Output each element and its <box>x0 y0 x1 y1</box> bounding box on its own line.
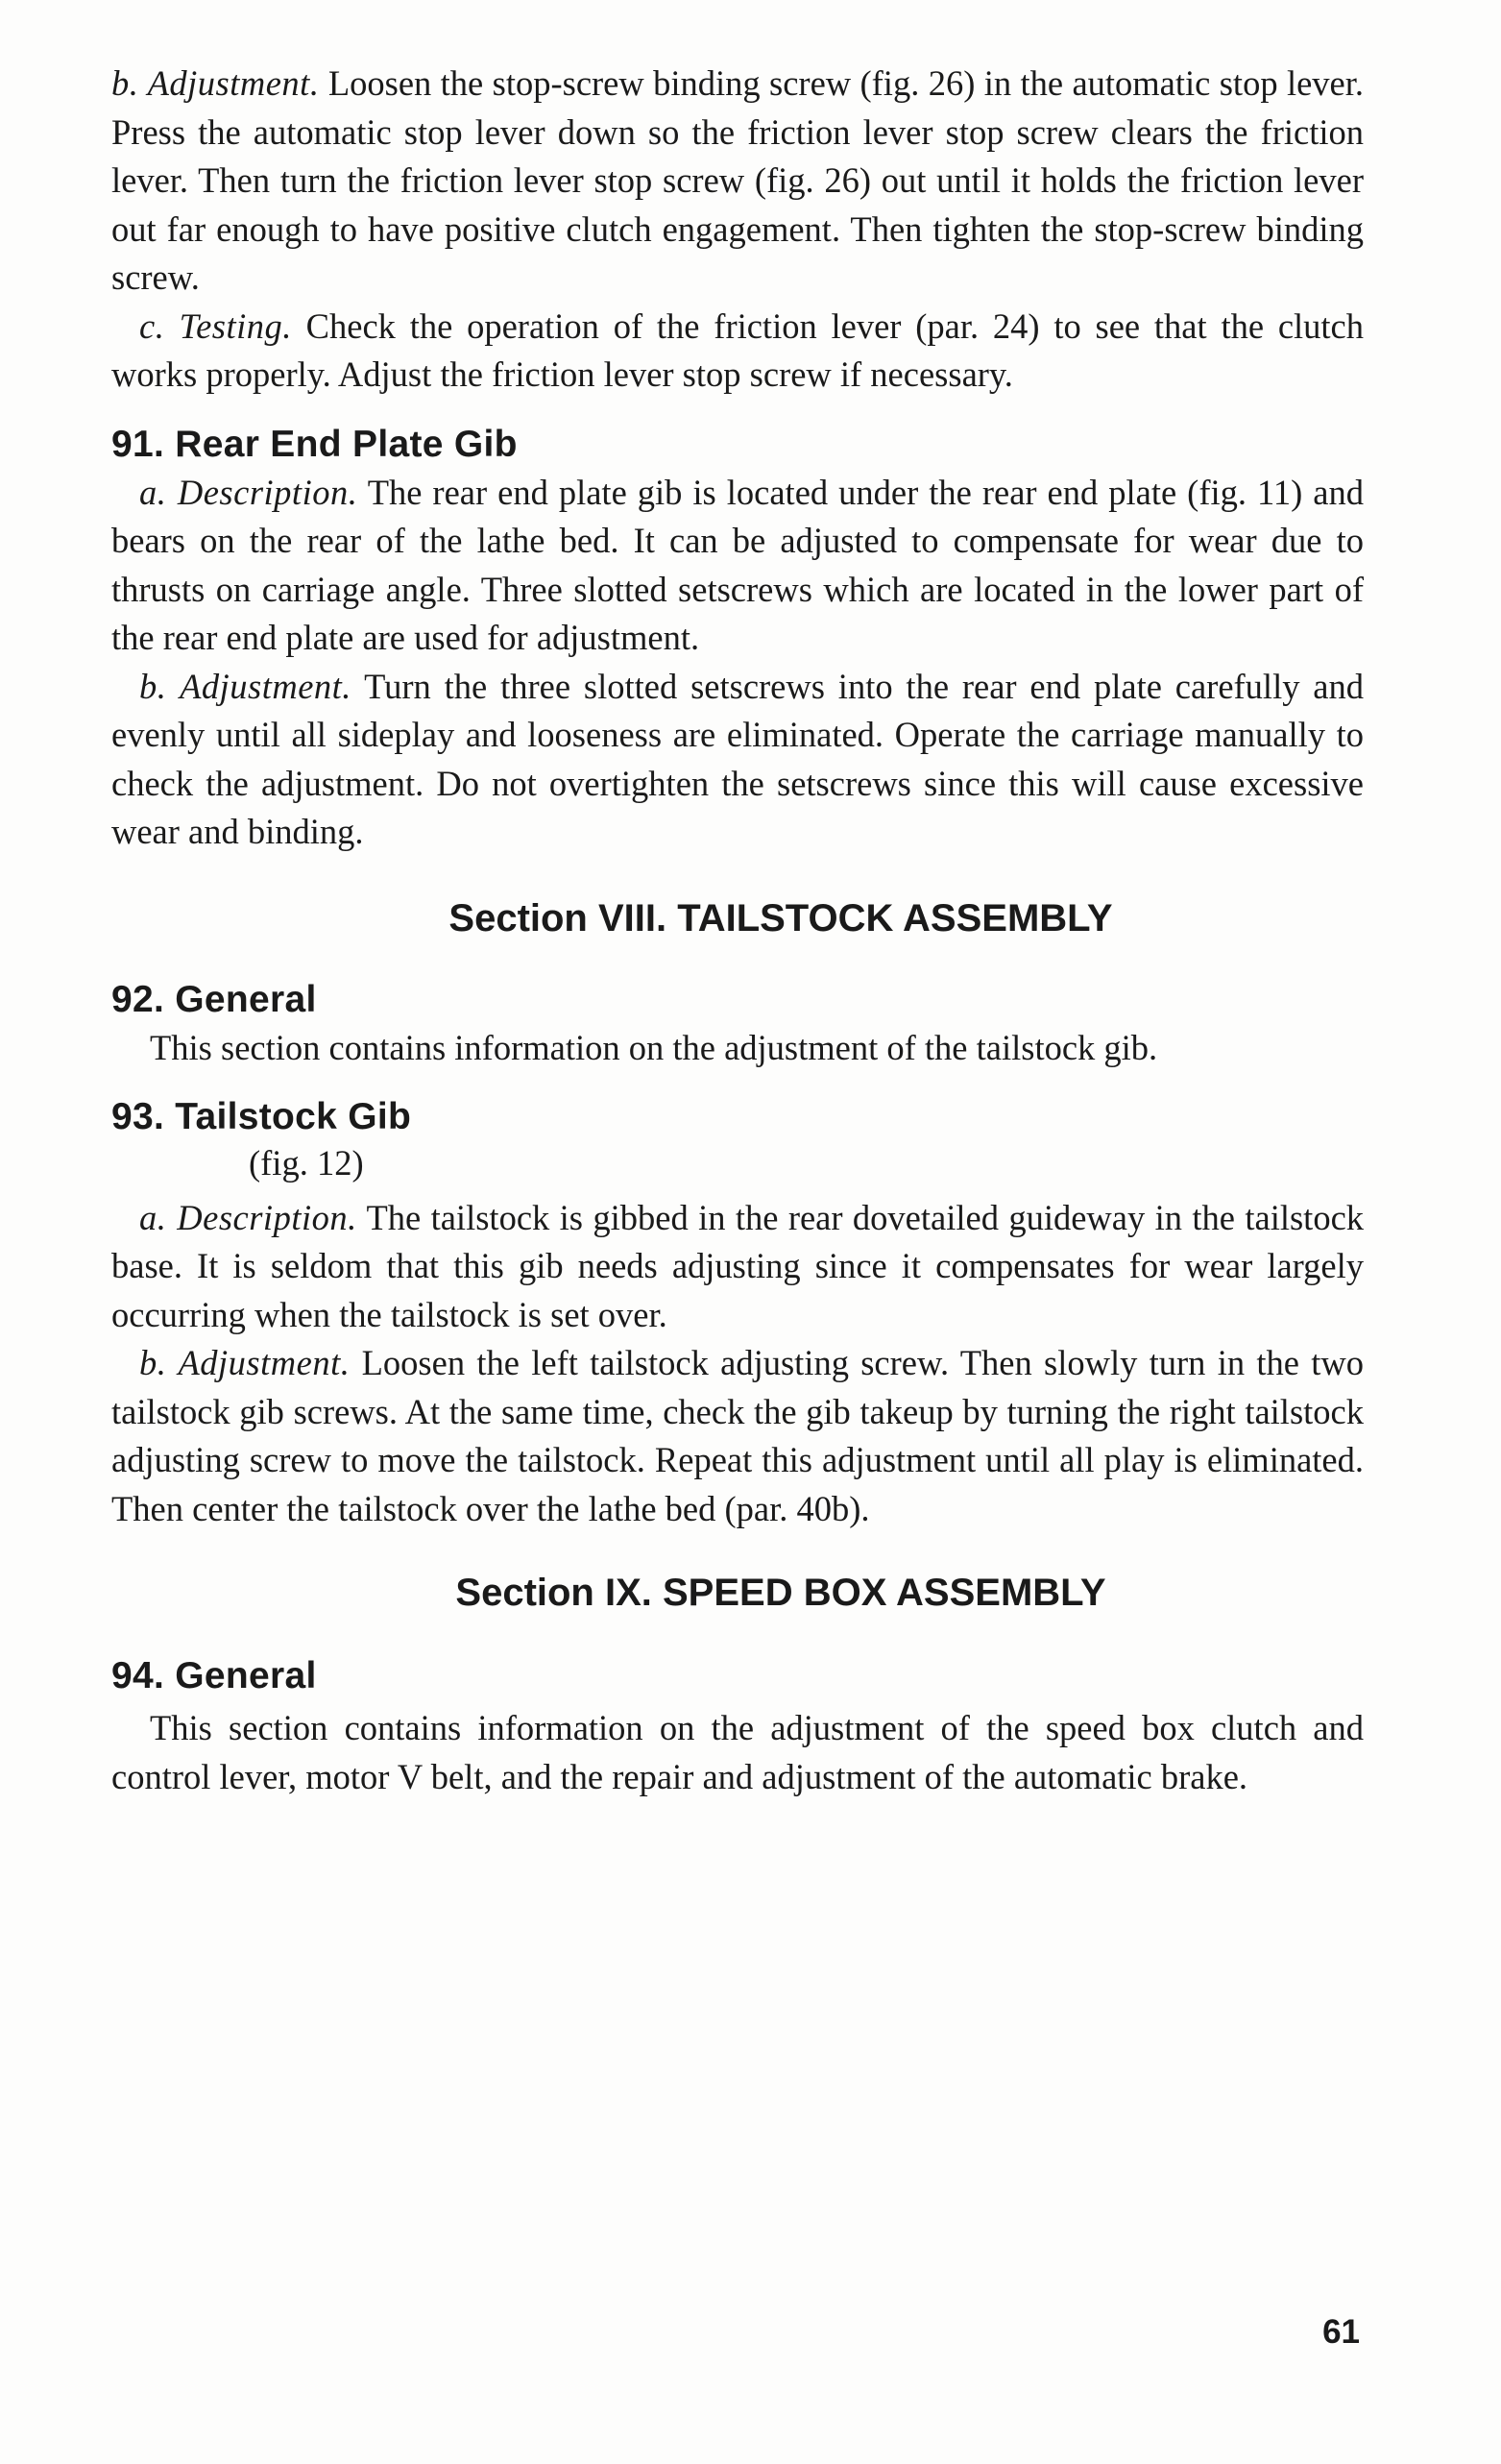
paragraph-text: The tailstock is gibbed in the rear dovetailed guideway in the tailstock base. It is seldom that this gib needs adjusting since it compensates for wear largely occurring when the tailstock is set over. <box>111 1197 1365 1334</box>
subparagraph-label: c. Testing. <box>139 305 292 346</box>
section-heading-ix: Section IX. SPEED BOX ASSEMBLY <box>455 1572 1106 1614</box>
subparagraph-label: a. Description. <box>139 1197 357 1237</box>
subparagraph-label: a. Description. <box>139 472 358 512</box>
paragraph-text: Check the operation of the friction lever (par. 24) to see that the clutch works properly. Adjust the friction lever stop screw if necessary. <box>111 305 1365 394</box>
section-heading-viii: Section VIII. TAILSTOCK ASSEMBLY <box>448 896 1113 939</box>
page-number: 61 <box>1322 2313 1360 2351</box>
paragraph-90c <box>111 303 1364 400</box>
paragraph-93a <box>111 1194 1364 1340</box>
subparagraph-label: b. Adjustment. <box>111 63 320 103</box>
paragraph-94 <box>111 1704 1364 1801</box>
paragraph-90b <box>111 60 1364 303</box>
paragraph-text: Loosen the left tailstock adjusting screw. Then slowly turn in the two tailstock gib screws. At the same time, check the gib takeup by turning the right tailstock adjusting screw to move the tailstock. Repeat this adjustment until all play is eliminated. Then center the tailstock over the lathe bed (par. 40b). <box>111 1343 1364 1528</box>
paragraph-text: The rear end plate gib is located under the rear end plate (fig. 11) and bears on the rear of the lathe bed. It can be adjusted to compensate for wear due to thrusts on carriage angle. Three slotted setscrews which are located in the lower part of the rear end plate are used for adjustment. <box>111 472 1364 657</box>
paragraph-91a <box>111 469 1364 663</box>
subparagraph-label: b. Adjustment. <box>139 1343 351 1382</box>
paragraph-text: This section contains information on the adjustment of the speed box clutch and control lever, motor V belt, and the repair and adjustment of the automatic brake. <box>111 1708 1364 1796</box>
page-content <box>111 60 1364 1801</box>
paragraph-text: This section contains information on the adjustment of the tailstock gib. <box>150 1027 1158 1067</box>
subparagraph-label: b. Adjustment. <box>139 666 351 706</box>
figure-reference: (fig. 12) <box>249 1143 364 1183</box>
paragraph-text: Loosen the stop-screw binding screw (fig. 26) in the automatic stop lever. Press the automatic stop lever down so the friction lever stop screw clears the friction lever. Then turn the friction lever stop screw (fig. 26) out until it holds the friction lever out far enough to have positive clutch engagement. Then tighten the stop-screw binding screw. <box>111 63 1365 297</box>
paragraph-heading-92: 92. General <box>111 978 317 1020</box>
paragraph-91b <box>111 663 1364 857</box>
paragraph-heading-94: 94. General <box>111 1655 317 1696</box>
paragraph-heading-93: 93. Tailstock Gib <box>111 1096 412 1137</box>
paragraph-heading-91: 91. Rear End Plate Gib <box>111 423 518 465</box>
paragraph-93b <box>111 1339 1364 1533</box>
paragraph-92 <box>111 1024 1364 1073</box>
paragraph-text: Turn the three slotted setscrews into the rear end plate carefully and evenly until all sideplay and looseness are eliminated. Operate the carriage manually to check the adjustment. Do not overtighten the setscrews since this will cause excessive wear and binding. <box>111 666 1365 851</box>
